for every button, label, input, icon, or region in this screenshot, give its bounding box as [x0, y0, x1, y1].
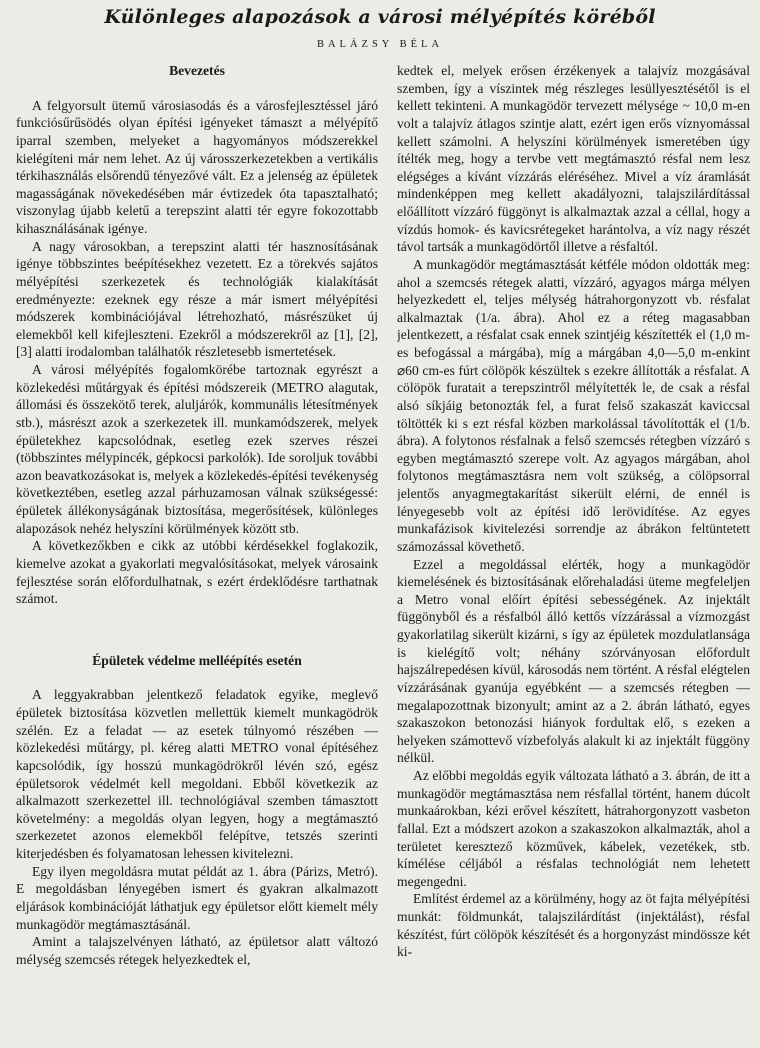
paragraph: A felgyorsult ütemű városiasodás és a városfejlesztéssel járó funkciósűrűsödés olyan építési igényeket támaszt a mélyépítő iparral szemben, melyeket a hagyományos módszerekkel kielégíteni már nem lehet. Az új városszerkezetekben a vertikális térkihasználás elsőrendű tényezővé vált. Ez a jelenség az épületek magasságának növekedésében már évtizedek óta tapasztalható; viszonylag újabb keletű a terepszint alatti tér egyre fokozottabb kihasználásának igénye. — [16, 97, 378, 236]
paragraph: A városi mélyépítés fogalomkörébe tartoznak egyrészt a közlekedési műtárgyak és építési módszereik (METRO alagutak, állomási és összekötő terek, aluljárók, kommunális létesítmények stb.), másrészt azok a szerkezetek ill. munkamódszerek, melyek épületekhez kapcsolódnak, esetleg ezek szerves részei (többszintes mélypincék, gépkocsi parkolók). Ide soroljuk további azon beavatkozásokat is, melyek a közlekedés-építési tevékenység következtében, esetleg azzal párhuzamosan válnak szükségessé: épületek állékonyságának biztosítása, megerősítések, különleges alapozások nehéz helyszíni körülmények között stb. — [16, 362, 378, 536]
paragraph: kedtek el, melyek erősen érzékenyek a talajvíz mozgásával szemben, így a víszintek még részleges lesüllyesztésétől is el kellett tekinteni. A munkagödör tervezett mélysége ~ 10,0 m-en volt a talajvíz átlagos szintje alatt, ezért igen erős víznyomással kellett számolni. A helyszíni körülmények ismeretében úgy ítélték meg, hogy a tervbe vett megtámasztó résfal nem lesz elégséges a kívánt vízzárás eléréséhez. Mivel a víz áramlását mindenképpen meg kellett akadályozni, talajszilárdítással előállított vízzáró függönyt is alkalmaztak azzal a céllal, hogy a vízdús homok- és kavicsrétegeket harántolva, a víz nagy részét távol tartsák a munkagödörtől illetve a résfaltól. — [397, 63, 750, 255]
paragraph: A munkagödör megtámasztását kétféle módon oldották meg: ahol a szemcsés rétegek alatti, vízzáró, agyagos márga mélyen helyezkedett el, teljes mélység hátrahorgonyzott vb. résfalat alkalmaztak (1/a. ábra). Ahol ez a réteg magasabban jelentkezett, a résfalat csak ennek szintjéig készítették el (1,0 m-es befogással a márgába), míg a márgában 4,0—5,0 m-enkint ⌀60 cm-es fúrt cölöpök készültek s ezekre állították a résfalat. A cölöpök furatait a terepszintről mélyítették le, de csak a résfal alsó síkjáig betonozták fel, a furat felső szakaszát kaviccsal töltötték ki s ezt résfal közben markolással távolították el (1/b. ábra). A folytonos résfalnak a felső szemcsés rétegben vízzáró s egyben megtámasztó szerepe volt. Az agyagos márgában, ahol folytonos megtámasztásra nem volt szükség, a cölöpsorral jelentős anyagmegtakarítást sikerült elérni, de ennél is lényegesebb volt az építési idő lerövidítése. Az egyes munkafázisok kivitelezési sorrendje az ábrákon feltüntetett számozással követhető. — [397, 256, 750, 554]
article-title: Különleges alapozások a városi mélyépítés köréből — [104, 6, 656, 28]
paragraph: A nagy városokban, a terepszint alatti tér hasznosításának igénye többszintes beépítésekhez vezetett. Ez a törekvés sajátos mélyépítési szerkezetek és technológiák kialakítását eredményezte: ezeknek egy része a már ismert mélyépítési módszerek kombinációjával létrehozható, másrészüket új elemekből kell kifejleszteni. Ezekről a módszerekről az [1], [2], [3] alatti irodalomban találhatók részletesebb ismertetések. — [16, 238, 378, 360]
paragraph: A következőkben e cikk az utóbbi kérdésekkel foglakozik, kiemelve azokat a gyakorlati megvalósításokat, melyek városaink fejlesztése során előfordulhatnak, s ezért érdeklődésre tarthatnak számot. — [16, 538, 378, 607]
right-column — [397, 62, 750, 1048]
paragraph: Egy ilyen megoldásra mutat példát az 1. ábra (Párizs, Metró). E megoldásban lényegében ismert és gyakran alkalmazott eljárások kombinációját láthatjuk egy épületsor előtt kiemelt mély munkagödör megtámasztásánál. — [16, 863, 378, 932]
section-heading-introduction: Bevezetés — [169, 63, 225, 78]
paragraph: Említést érdemel az a körülmény, hogy az öt fajta mélyépítési munkát: földmunkát, talajszilárdítást (injektálást), résfal készítést, fúrt cölöpök készítését és a horgonyzást mindössze két ki- — [397, 891, 750, 960]
paragraph: Az előbbi megoldás egyik változata látható a 3. ábrán, de itt a munkagödör megtámasztása nem résfallal történt, hanem dúcolt munkaárokban, kézi erővel készített, hátrahorgonyzott vasbeton fallal. Ezt a módszert azokon a szakaszokon alkalmazták, ahol a területet keresztező közművek, kábelek, vezetékek, stb. kímélése céljából a résfalas technológiát nem lehetett megengedni. — [397, 768, 750, 889]
paragraph: A leggyakrabban jelentkező feladatok egyike, meglevő épületek biztosítása közvetlen mellettük kiemelt munkagödrök szélén. Ez a feladat — az esetek túlnyomó részében — közlekedési műtárgy, pl. kéreg alatti METRO vonal építéséhez kapcsolódik, így hosszú munkagödrökről lévén szó, egész épületsorok védelmét kell megoldani. Ebből következik az alkalmazott szerkezettel ill. technológiával szemben támasztott követelmény: a megoldás olyan legyen, hogy a megtámasztó szerkezetet azonos elemekből felépítve, tetszés szerinti kiterjedésben és folyamatosan lehessen kivitelezni. — [16, 687, 378, 861]
paragraph: Amint a talajszelvényen látható, az épületsor alatt változó mélység szemcsés rétegek helyezkedtek el, — [16, 934, 378, 967]
article-author: BALÁZSY BÉLA — [316, 39, 444, 50]
paragraph: Ezzel a megoldással elérték, hogy a munkagödör kiemelésének és biztosításának előrehaladási üteme megfeleljen a Metro vonal előírt építési sebességének. Az injektált függönyből és a résfalból álló kettős vízzárással a vízmozgást gyakorlatilag sikerült kizárni, s így az épületek mozdulatlansága is kielégítő volt; néhány szórványosan előfordult hajszálrepedésen kívül, károsodás nem történt. A résfal elégtelen vízzárásának gyanúja egyébként — a szemcsés rétegben — megalapozottnak bizonyult; amint az a 2. ábrán látható, egyes szakaszokon betonozási hiányok fordultak elő, s ezeken a helyeken számottevő vízbefolyás alakult ki az injektált függöny nélkül. — [397, 556, 750, 766]
section-heading-building-protection: Épületek védelme melléépítés esetén — [92, 652, 302, 668]
left-column — [16, 62, 378, 1048]
